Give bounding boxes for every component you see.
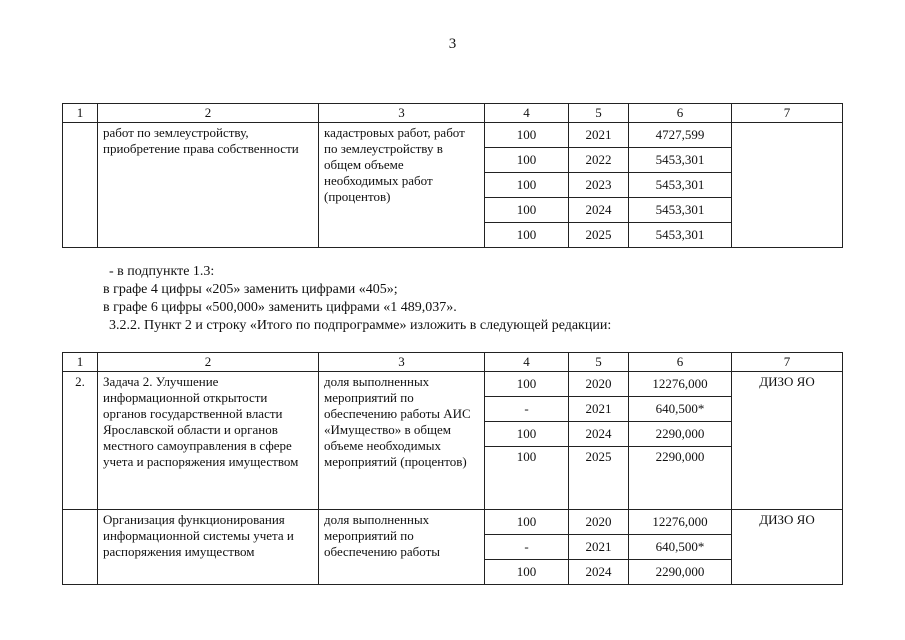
cell-executor: ДИЗО ЯО (732, 510, 843, 585)
header-col-6: 6 (629, 353, 732, 372)
cell-amount: 2290,000 (629, 422, 732, 447)
page-number: 3 (448, 36, 457, 52)
cell-year: 2021 (569, 123, 629, 148)
text-line: в графе 4 цифры «205» заменить цифрами «405»; (103, 282, 398, 297)
cell-amount: 5453,301 (629, 223, 732, 248)
header-col-7: 7 (732, 104, 843, 123)
header-col-2: 2 (98, 104, 319, 123)
cell-value: 100 (485, 510, 569, 535)
header-col-4: 4 (485, 353, 569, 372)
table-bottom (62, 352, 843, 585)
cell-year: 2022 (569, 148, 629, 173)
cell-year: 2024 (569, 198, 629, 223)
cell-amount: 2290,000 (629, 447, 732, 510)
cell-year: 2024 (569, 422, 629, 447)
cell-value: 100 (485, 447, 569, 510)
cell-amount: 640,500* (629, 397, 732, 422)
cell-year: 2023 (569, 173, 629, 198)
cell-year: 2020 (569, 510, 629, 535)
cell-task: Организация функционирования информационной системы учета и распоряжения имуществом (98, 510, 319, 585)
text-line: 3.2.2. Пункт 2 и строку «Итого по подпрограмме» изложить в следующей редакции: (109, 318, 612, 333)
header-col-7: 7 (732, 353, 843, 372)
cell-amount: 5453,301 (629, 173, 732, 198)
cell-year: 2025 (569, 223, 629, 248)
cell-value: - (485, 397, 569, 422)
header-col-6: 6 (629, 104, 732, 123)
header-col-3: 3 (319, 353, 485, 372)
cell-amount: 2290,000 (629, 560, 732, 585)
cell-indicator: кадастровых работ, работ по землеустройству в общем объеме необходимых работ (процентов) (319, 123, 485, 248)
cell-value: 100 (485, 198, 569, 223)
table-row (63, 372, 843, 397)
cell-year: 2025 (569, 447, 629, 510)
text-line: - в подпункте 1.3: (109, 264, 215, 279)
cell-amount: 5453,301 (629, 148, 732, 173)
cell-amount: 5453,301 (629, 198, 732, 223)
table-header-row (63, 104, 843, 123)
header-col-1: 1 (63, 353, 98, 372)
cell-year: 2021 (569, 535, 629, 560)
cell-value: 100 (485, 148, 569, 173)
cell-year: 2020 (569, 372, 629, 397)
cell-number (63, 510, 98, 585)
table-header-row (63, 353, 843, 372)
header-col-3: 3 (319, 104, 485, 123)
cell-value: 100 (485, 560, 569, 585)
header-col-2: 2 (98, 353, 319, 372)
cell-value: 100 (485, 173, 569, 198)
cell-amount: 12276,000 (629, 510, 732, 535)
cell-executor (732, 123, 843, 248)
cell-amount: 640,500* (629, 535, 732, 560)
cell-year: 2024 (569, 560, 629, 585)
header-col-4: 4 (485, 104, 569, 123)
text-line: в графе 6 цифры «500,000» заменить цифрами «1 489,037». (103, 300, 457, 315)
amendment-text (103, 263, 823, 335)
header-col-5: 5 (569, 104, 629, 123)
cell-amount: 12276,000 (629, 372, 732, 397)
table-row (63, 510, 843, 535)
cell-value: 100 (485, 422, 569, 447)
cell-indicator: доля выполненных мероприятий по обеспечению работы АИС «Имущество» в общем объеме необходимых мероприятий (процентов) (319, 372, 485, 510)
cell-activity: работ по землеустройству, приобретение права собственности (98, 123, 319, 248)
cell-value: 100 (485, 372, 569, 397)
cell-year: 2021 (569, 397, 629, 422)
cell-value: 100 (485, 223, 569, 248)
header-col-5: 5 (569, 353, 629, 372)
table-top (62, 103, 843, 248)
cell-number: 2. (63, 372, 98, 510)
cell-indicator: доля выполненных мероприятий по обеспечению работы (319, 510, 485, 585)
cell-task: Задача 2. Улучшение информационной открытости органов государственной власти Ярославской области и органов местного самоуправления в сфере учета и распоряжения имуществом (98, 372, 319, 510)
header-col-1: 1 (63, 104, 98, 123)
table-row (63, 123, 843, 148)
cell-executor: ДИЗО ЯО (732, 372, 843, 510)
cell-number (63, 123, 98, 248)
cell-value: 100 (485, 123, 569, 148)
cell-value: - (485, 535, 569, 560)
cell-amount: 4727,599 (629, 123, 732, 148)
